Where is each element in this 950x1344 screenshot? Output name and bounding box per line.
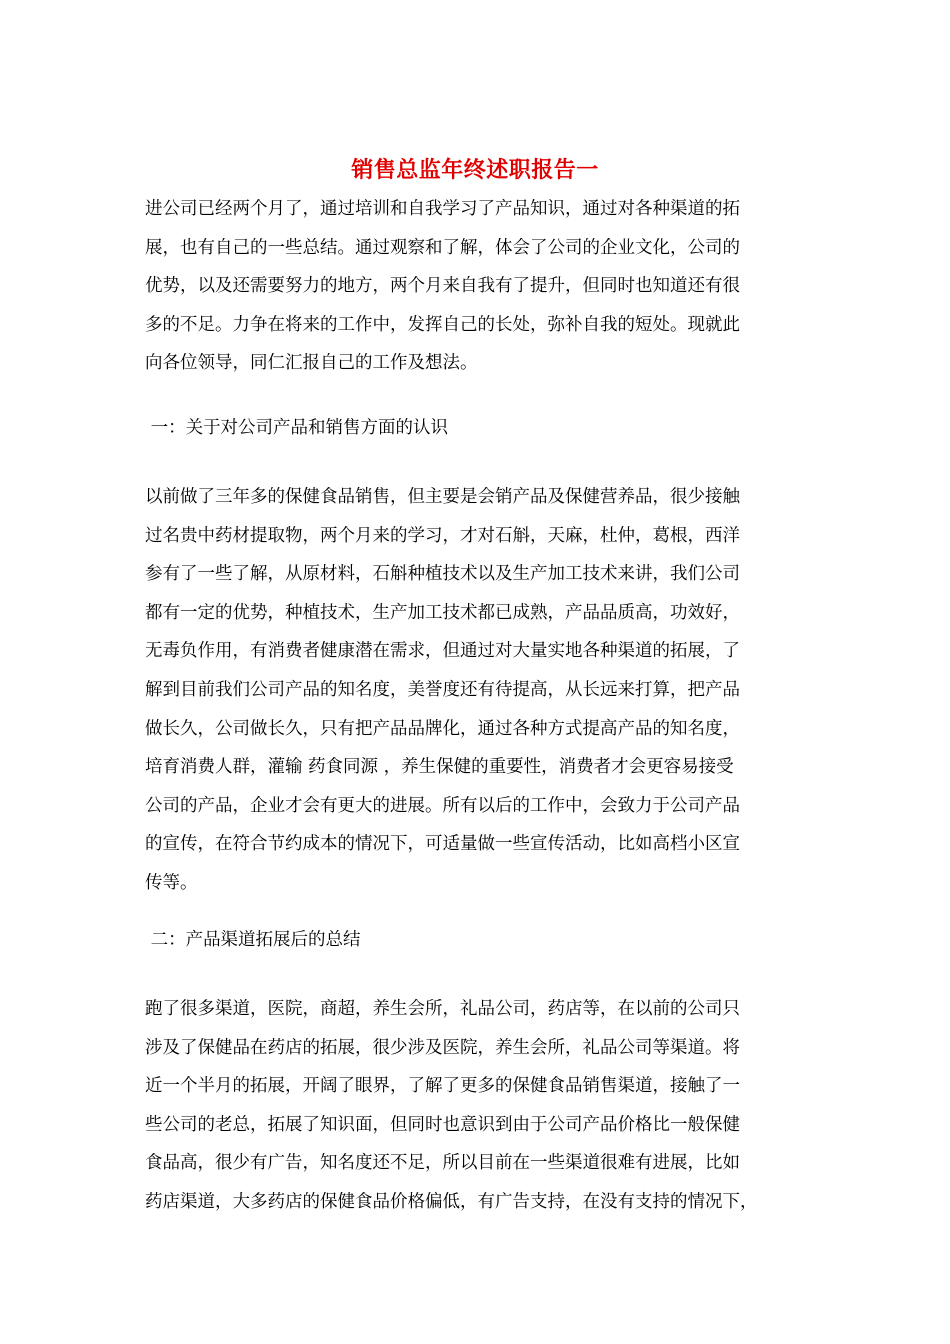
paragraph-line: 的宣传，在符合节约成本的情况下，可适量做一些宣传活动，比如高档小区宣 — [145, 834, 740, 855]
paragraph-line: 都有一定的优势，种植技术，生产加工技术都已成熟，产品品质高，功效好， — [145, 602, 740, 623]
paragraph-line: 无毒负作用，有消费者健康潜在需求，但通过对大量实地各种渠道的拓展，了 — [145, 641, 740, 662]
paragraph-line: 食品高，很少有广告，知名度还不足，所以目前在一些渠道很难有进展，比如 — [145, 1153, 740, 1174]
paragraph-line: 优势，以及还需要努力的地方，两个月来自我有了提升，但同时也知道还有很 — [145, 276, 740, 297]
paragraph-line: 些公司的老总，拓展了知识面，但同时也意识到由于公司产品价格比一般保健 — [145, 1114, 740, 1135]
paragraph-line: 近一个半月的拓展，开阔了眼界，了解了更多的保健食品销售渠道，接触了一 — [145, 1076, 740, 1097]
intro-paragraph — [145, 190, 825, 383]
paragraph-line: 做长久，公司做长久，只有把产品品牌化，通过各种方式提高产品的知名度， — [145, 718, 740, 739]
section-2-paragraph — [145, 990, 825, 1222]
section-2-heading: 二：产品渠道拓展后的总结 — [145, 930, 361, 950]
document-title: 销售总监年终述职报告一 — [351, 157, 599, 183]
paragraph-line: 解到目前我们公司产品的知名度，美誉度还有待提高，从长远来打算，把产品 — [145, 679, 740, 700]
section-1-heading: 一：关于对公司产品和销售方面的认识 — [145, 418, 449, 438]
paragraph-line: 跑了很多渠道，医院，商超，养生会所，礼品公司，药店等，在以前的公司只 — [145, 999, 740, 1019]
paragraph-line: 多的不足。力争在将来的工作中，发挥自己的长处，弥补自我的短处。现就此 — [145, 314, 740, 335]
section-1-paragraph — [145, 478, 825, 903]
paragraph-line: 药店渠道，大多药店的保健食品价格偏低，有广告支持，在没有支持的情况下， — [145, 1191, 758, 1212]
paragraph-line: 参有了一些了解，从原材料，石斛种植技术以及生产加工技术来讲，我们公司 — [145, 564, 740, 585]
paragraph-line: 展，也有自己的一些总结。通过观察和了解，体会了公司的企业文化，公司的 — [145, 237, 740, 258]
paragraph-line: 进公司已经两个月了，通过培训和自我学习了产品知识，通过对各种渠道的拓 — [145, 199, 740, 219]
paragraph-line: 公司的产品，企业才会有更大的进展。所有以后的工作中，会致力于公司产品 — [145, 795, 740, 816]
paragraph-line: 涉及了保健品在药店的拓展，很少涉及医院，养生会所，礼品公司等渠道。将 — [145, 1037, 740, 1058]
paragraph-line: 传等。 — [145, 872, 198, 893]
paragraph-line: 过名贵中药材提取物，两个月来的学习，才对石斛，天麻，杜仲，葛根，西洋 — [145, 525, 740, 546]
paragraph-line: 培育消费人群，灌输 药食同源 ，养生保健的重要性，消费者才会更容易接受 — [145, 757, 734, 778]
paragraph-line: 以前做了三年多的保健食品销售，但主要是会销产品及保健营养品，很少接触 — [145, 487, 740, 507]
paragraph-line: 向各位领导，同仁汇报自己的工作及想法。 — [145, 353, 478, 374]
